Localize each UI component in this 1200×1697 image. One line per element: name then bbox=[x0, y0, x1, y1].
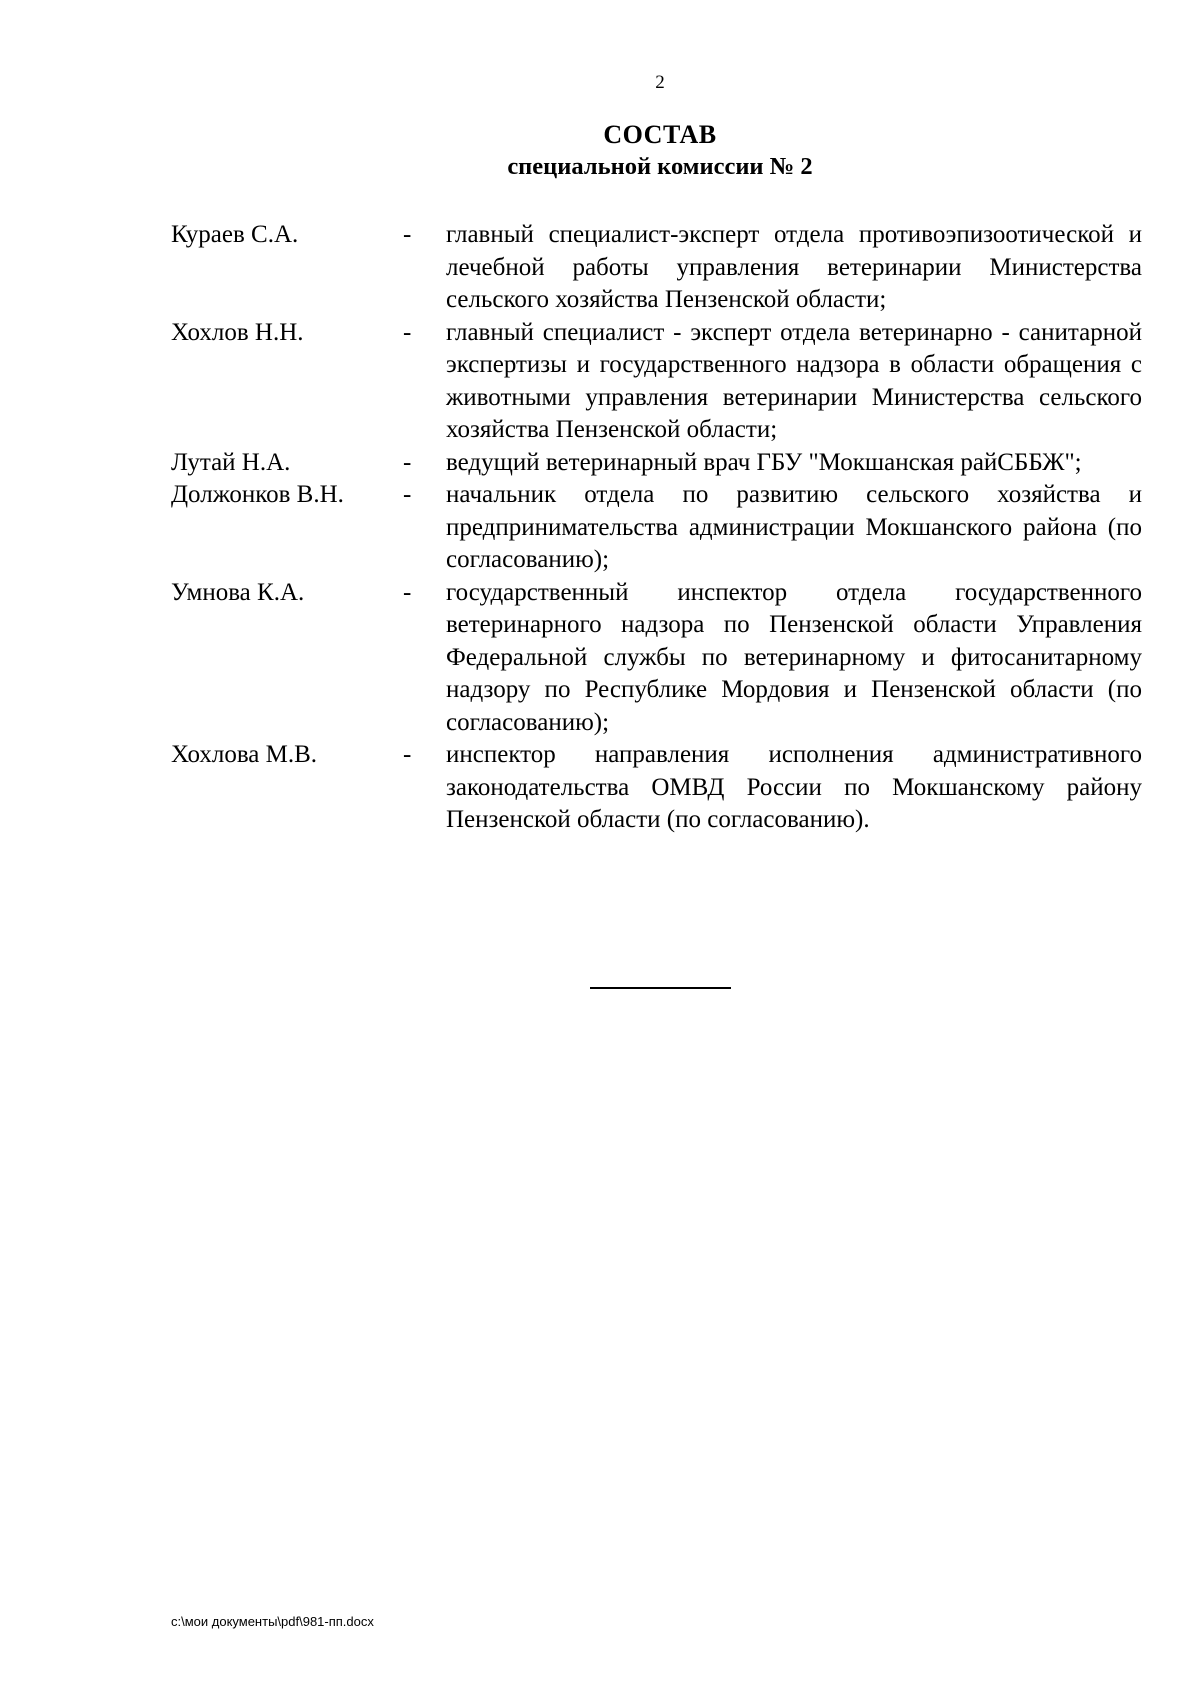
closing-divider bbox=[590, 987, 731, 989]
member-dash: - bbox=[403, 448, 412, 476]
page-number: 2 bbox=[655, 72, 665, 93]
member-dash: - bbox=[403, 318, 412, 346]
member-role: ведущий ветеринарный врач ГБУ "Мокшанская райСББЖ"; bbox=[446, 448, 1082, 476]
member-row bbox=[171, 447, 1142, 480]
member-row bbox=[171, 739, 1142, 837]
member-row bbox=[171, 317, 1142, 447]
member-name: Лутай Н.А. bbox=[171, 448, 291, 476]
member-dash: - bbox=[403, 221, 412, 248]
member-name: Хохлова М.В. bbox=[171, 741, 318, 768]
member-dash: - bbox=[403, 741, 412, 768]
member-name: Должонков В.Н. bbox=[171, 481, 344, 508]
members-list bbox=[171, 219, 1142, 837]
page-title: СОСТАВ bbox=[603, 120, 717, 149]
member-name: Кураев С.А. bbox=[171, 221, 299, 248]
member-role: главный специалист-эксперт отдела противоэпизоотической и лечебной работы управления ветеринарии Министерства сельского хозяйства Пензенской области; bbox=[446, 221, 1142, 313]
footer-file-path: c:\мои документы\pdf\981-пп.docx bbox=[171, 1614, 374, 1629]
member-dash: - bbox=[403, 578, 412, 606]
member-dash: - bbox=[403, 481, 412, 508]
member-role: главный специалист - эксперт отдела ветеринарно - санитарной экспертизы и государственного надзора в области обращения с животными управления ветеринарии Министерства сельского хозяйства Пензенской области; bbox=[446, 318, 1142, 443]
member-role: начальник отдела по развитию сельского хозяйства и предпринимательства администрации Мокшанского района (по согласованию); bbox=[446, 481, 1142, 573]
member-role: государственный инспектор отдела государственного ветеринарного надзора по Пензенской области Управления Федеральной службы по ветеринарному и фитосанитарному надзору по Республике Мордовия и Пензенской области (по согласованию); bbox=[446, 578, 1142, 736]
member-role: инспектор направления исполнения административного законодательства ОМВД России по Мокшанскому району Пензенской области (по согласованию). bbox=[446, 741, 1142, 833]
page-subtitle: специальной комиссии № 2 bbox=[507, 153, 813, 180]
member-name: Умнова К.А. bbox=[171, 578, 305, 606]
member-name: Хохлов Н.Н. bbox=[171, 318, 304, 346]
member-row bbox=[171, 577, 1142, 740]
member-row bbox=[171, 479, 1142, 577]
member-row bbox=[171, 219, 1142, 317]
